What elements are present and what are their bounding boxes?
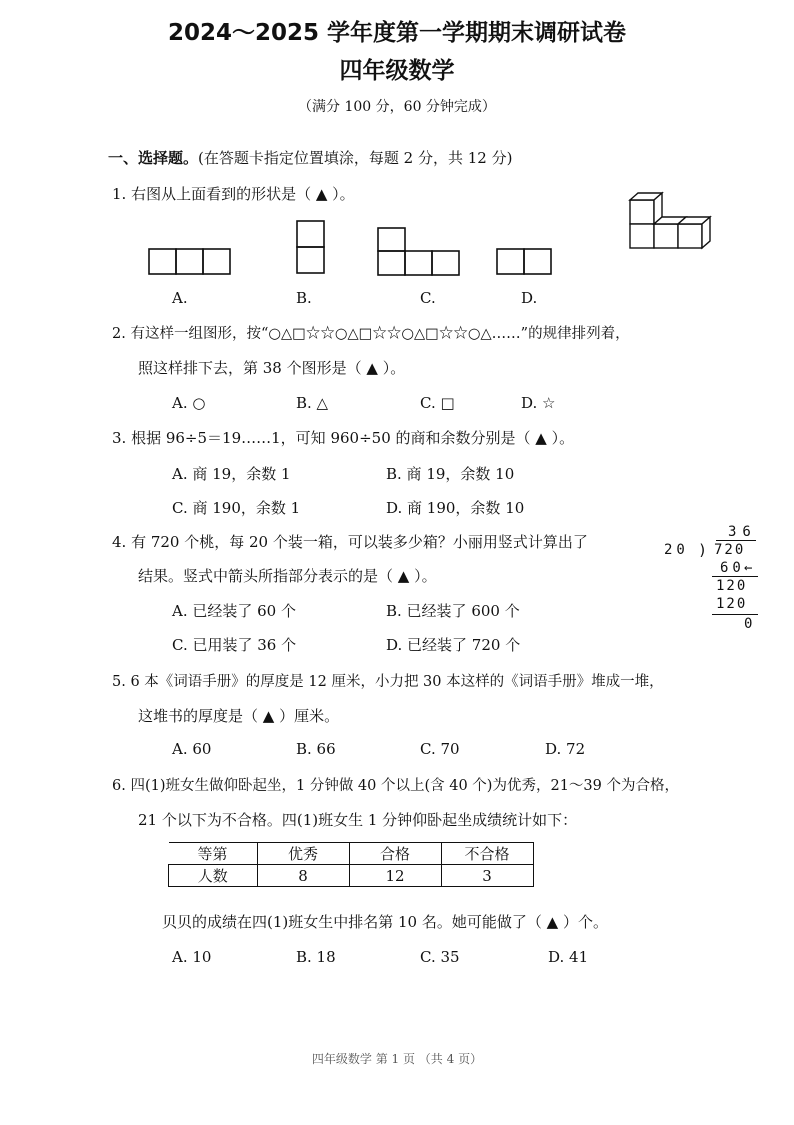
arrow-left-icon: ← [744, 560, 753, 576]
table-header-pass: 合格 [349, 843, 441, 865]
q6-option-b: B. 18 [296, 948, 336, 966]
q1-option-b: B. [296, 289, 312, 307]
table-row-label-count: 人数 [169, 865, 258, 887]
question-4-line-2: 结果。竖式中箭头所指部分表示的是（ ▲ ）。 [138, 567, 437, 585]
division-line-1 [712, 576, 758, 577]
question-5-line-2: 这堆书的厚度是（ ▲ ）厘米。 [138, 707, 340, 725]
table-cell-fail-count: 3 [441, 865, 533, 887]
q3-option-d: D. 商 190，余数 10 [386, 499, 525, 517]
table-cell-excellent-count: 8 [257, 865, 349, 887]
question-2-line-1: 2. 有这样一组图形，按“○△□☆☆○△□☆☆○△□☆☆○△……”的规律排列着， [112, 326, 630, 342]
question-1-text: 1. 右图从上面看到的形状是（ ▲ ）。 [112, 185, 355, 203]
q6-option-a: A. 10 [172, 948, 212, 966]
q3-option-c: C. 商 190，余数 1 [172, 499, 301, 517]
q1-option-c: C. [420, 289, 436, 307]
q4-option-a: A. 已经装了 60 个 [172, 602, 296, 620]
option-d-shape [496, 248, 554, 276]
q2-option-a: A. ○ [172, 394, 206, 412]
q1-option-d: D. [521, 289, 538, 307]
table-header-excellent: 优秀 [257, 843, 349, 865]
division-line-2 [712, 614, 758, 615]
q2-option-b: B. △ [296, 394, 329, 412]
division-step-1: 60 [720, 560, 745, 576]
q1-option-a: A. [172, 289, 188, 307]
table-row-label-grade: 等第 [169, 843, 258, 865]
question-2-line-2: 照这样排下去，第 38 个图形是（ ▲ ）。 [138, 359, 406, 377]
division-bracket: ) [698, 541, 708, 559]
q5-option-c: C. 70 [420, 740, 460, 758]
exam-title: 2024～2025 学年度第一学期期末调研试卷 [167, 20, 627, 46]
division-step-2: 120 [716, 578, 748, 594]
section-heading [108, 147, 512, 168]
cube-stack-figure [626, 190, 716, 254]
question-5-line-1: 5. 6 本《词语手册》的厚度是 12 厘米，小力把 30 本这样的《词语手册》堆成一堆， [112, 674, 664, 690]
question-4-line-1: 4. 有 720 个桃，每 20 个装一箱，可以装多少箱？小丽用竖式计算出了 [112, 533, 588, 551]
exam-subject: 四年级数学 [339, 58, 455, 84]
option-b-shape [296, 220, 326, 276]
q5-option-a: A. 60 [172, 740, 212, 758]
q6-option-c: C. 35 [420, 948, 460, 966]
option-a-shape [148, 248, 232, 276]
q4-option-b: B. 已经装了 600 个 [386, 602, 520, 620]
division-divisor: 20 [664, 542, 689, 558]
q2-option-c: C. □ [420, 394, 455, 412]
exam-note: （满分 100 分，60 分钟完成） [298, 99, 496, 115]
q2-option-d: D. ☆ [521, 394, 556, 412]
division-remainder: 0 [744, 616, 753, 632]
section-instruction: (在答题卡指定位置填涂，每题 2 分，共 12 分) [198, 149, 513, 167]
table-cell-pass-count: 12 [349, 865, 441, 887]
q3-option-b: B. 商 19，余数 10 [386, 465, 515, 483]
q6-option-d: D. 41 [548, 948, 589, 966]
division-quotient: 36 [728, 524, 757, 540]
option-c-shape [377, 227, 461, 277]
stats-table [168, 842, 534, 887]
page-footer: 四年级数学 第 1 页 （共 4 页） [311, 1052, 483, 1066]
table-row [169, 843, 534, 865]
division-bar [716, 540, 756, 541]
section-title: 一、选择题。 [108, 149, 199, 167]
q4-option-d: D. 已经装了 720 个 [386, 636, 521, 654]
q4-option-c: C. 已用装了 36 个 [172, 636, 297, 654]
long-division [660, 524, 790, 636]
question-3-text: 3. 根据 96÷5＝19……1，可知 960÷50 的商和余数分别是（ ▲ ）。 [112, 429, 575, 447]
table-row [169, 865, 534, 887]
table-header-fail: 不合格 [441, 843, 533, 865]
q3-option-a: A. 商 19，余数 1 [172, 465, 291, 483]
question-6-line-3: 贝贝的成绩在四(1)班女生中排名第 10 名。她可能做了（ ▲ ）个。 [162, 913, 608, 931]
division-dividend: 720 [714, 542, 746, 558]
question-6-line-1: 6. 四(1)班女生做仰卧起坐，1 分钟做 40 个以上(含 40 个)为优秀，21～39 个为合格， [112, 778, 679, 794]
question-6-line-2: 21 个以下为不合格。四(1)班女生 1 分钟仰卧起坐成绩统计如下： [138, 811, 578, 829]
q5-option-b: B. 66 [296, 740, 336, 758]
division-step-3: 120 [716, 596, 748, 612]
q5-option-d: D. 72 [545, 740, 586, 758]
